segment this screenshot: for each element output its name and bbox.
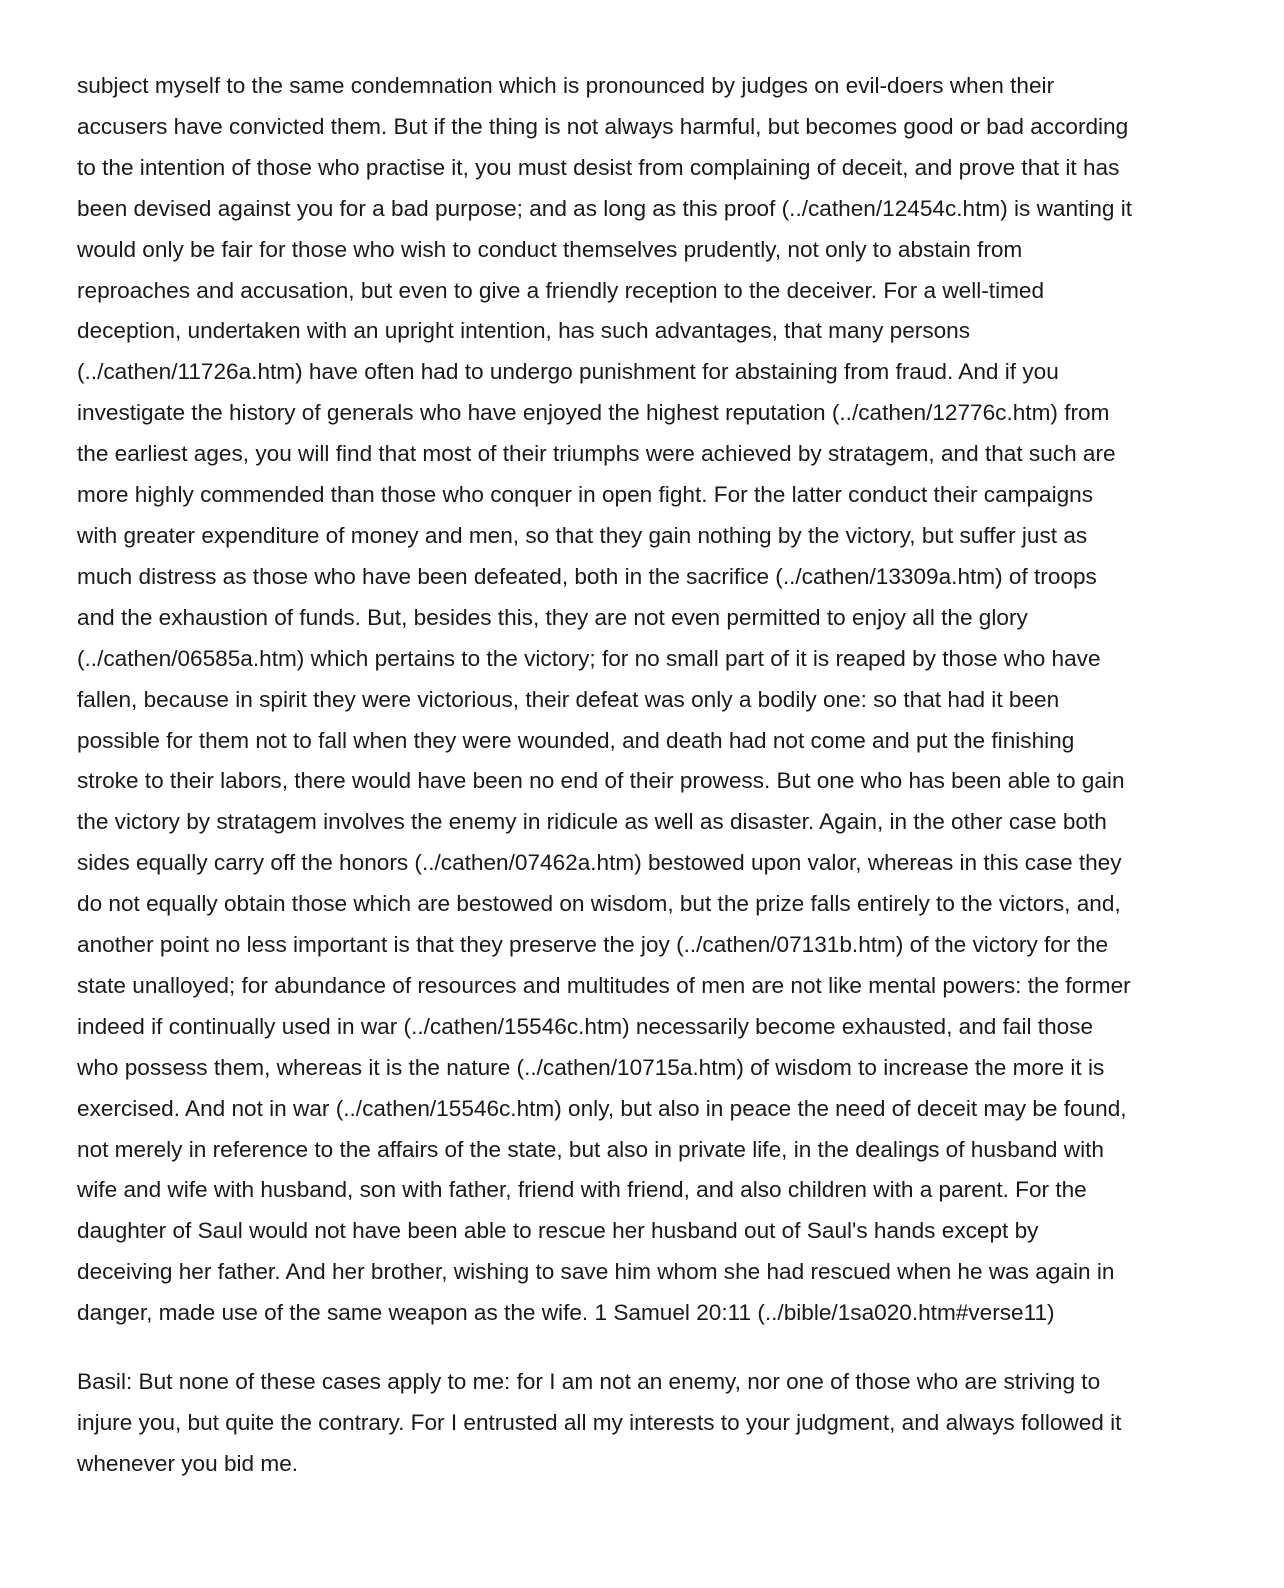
text-line: investigate the history of generals who have enjoyed the highest reputation (../cathen/12776c.htm) from (77, 400, 1110, 426)
text-line: the earliest ages, you will find that most of their triumphs were achieved by stratagem, and that such are (77, 441, 1116, 467)
text-line: danger, made use of the same weapon as the wife. 1 Samuel 20:11 (../bible/1sa020.htm#verse11) (77, 1300, 1055, 1326)
text-line: deceiving her father. And her brother, wishing to save him whom she had rescued when he was again in (77, 1259, 1115, 1285)
text-line: to the intention of those who practise it, you must desist from complaining of deceit, and prove that it has (77, 154, 1120, 180)
text-line: indeed if continually used in war (../cathen/15546c.htm) necessarily become exhausted, and fail those (77, 1013, 1094, 1039)
paragraph-spacer (77, 1334, 1207, 1362)
text-line: whenever you bid me. (77, 1450, 299, 1476)
text-line: another point no less important is that they preserve the joy (../cathen/07131b.htm) of the victory for the (77, 932, 1109, 958)
text-line: been devised against you for a bad purpose; and as long as this proof (../cathen/12454c.htm) is wanting it (77, 195, 1133, 221)
text-line: wife and wife with husband, son with father, friend with friend, and also children with a parent. For the (77, 1177, 1087, 1203)
text-line: reproaches and accusation, but even to give a friendly reception to the deceiver. For a well-timed (77, 277, 1045, 303)
text-line: stroke to their labors, there would have been no end of their prowess. But one who has been able to gain (77, 768, 1125, 794)
document-page (77, 66, 1207, 1485)
text-line: fallen, because in spirit they were victorious, their defeat was only a bodily one: so that had it been (77, 686, 1060, 712)
text-line: (../cathen/11726a.htm) have often had to undergo punishment for abstaining from fraud. And if you (77, 359, 1059, 385)
text-line: not merely in reference to the affairs of the state, but also in private life, in the dealings of husband with (77, 1136, 1104, 1162)
text-line: accusers have convicted them. But if the thing is not always harmful, but becomes good or bad according (77, 113, 1129, 139)
text-line: sides equally carry off the honors (../cathen/07462a.htm) bestowed upon valor, whereas in this case they (77, 850, 1122, 876)
text-line: more highly commended than those who conquer in open fight. For the latter conduct their campaigns (77, 482, 1094, 508)
text-line: possible for them not to fall when they were wounded, and death had not come and put the finishing (77, 727, 1075, 753)
text-line: do not equally obtain those which are bestowed on wisdom, but the prize falls entirely to the victors, and, (77, 891, 1121, 917)
text-line: would only be fair for those who wish to conduct themselves prudently, not only to abstain from (77, 236, 1023, 262)
text-line: Basil: But none of these cases apply to me: for I am not an enemy, nor one of those who are striving to (77, 1369, 1101, 1395)
text-line: (../cathen/06585a.htm) which pertains to the victory; for no small part of it is reaped by those who have (77, 645, 1101, 671)
text-line: subject myself to the same condemnation which is pronounced by judges on evil-doers when their (77, 73, 1055, 98)
text-line: exercised. And not in war (../cathen/15546c.htm) only, but also in peace the need of deceit may be found, (77, 1095, 1127, 1121)
paragraph-basil-reply (77, 1362, 1207, 1485)
text-line: state unalloyed; for abundance of resources and multitudes of men are not like mental powers: the former (77, 972, 1131, 998)
text-line: and the exhaustion of funds. But, besides this, they are not even permitted to enjoy all the glory (77, 604, 1028, 630)
text-line: who possess them, whereas it is the nature (../cathen/10715a.htm) of wisdom to increase the more it is (77, 1054, 1105, 1080)
text-line: injure you, but quite the contrary. For I entrusted all my interests to your judgment, and always followed it (77, 1410, 1122, 1435)
text-line: deception, undertaken with an upright intention, has such advantages, that many persons (77, 318, 971, 344)
text-line: the victory by stratagem involves the enemy in ridicule as well as disaster. Again, in the other case both (77, 809, 1107, 835)
text-line: with greater expenditure of money and men, so that they gain nothing by the victory, but suffer just as (77, 522, 1088, 548)
text-line: daughter of Saul would not have been able to rescue her husband out of Saul's hands except by (77, 1218, 1039, 1244)
paragraph-chrysostom-reply (77, 66, 1207, 1334)
text-line: much distress as those who have been defeated, both in the sacrifice (../cathen/13309a.htm) of troops (77, 563, 1097, 589)
